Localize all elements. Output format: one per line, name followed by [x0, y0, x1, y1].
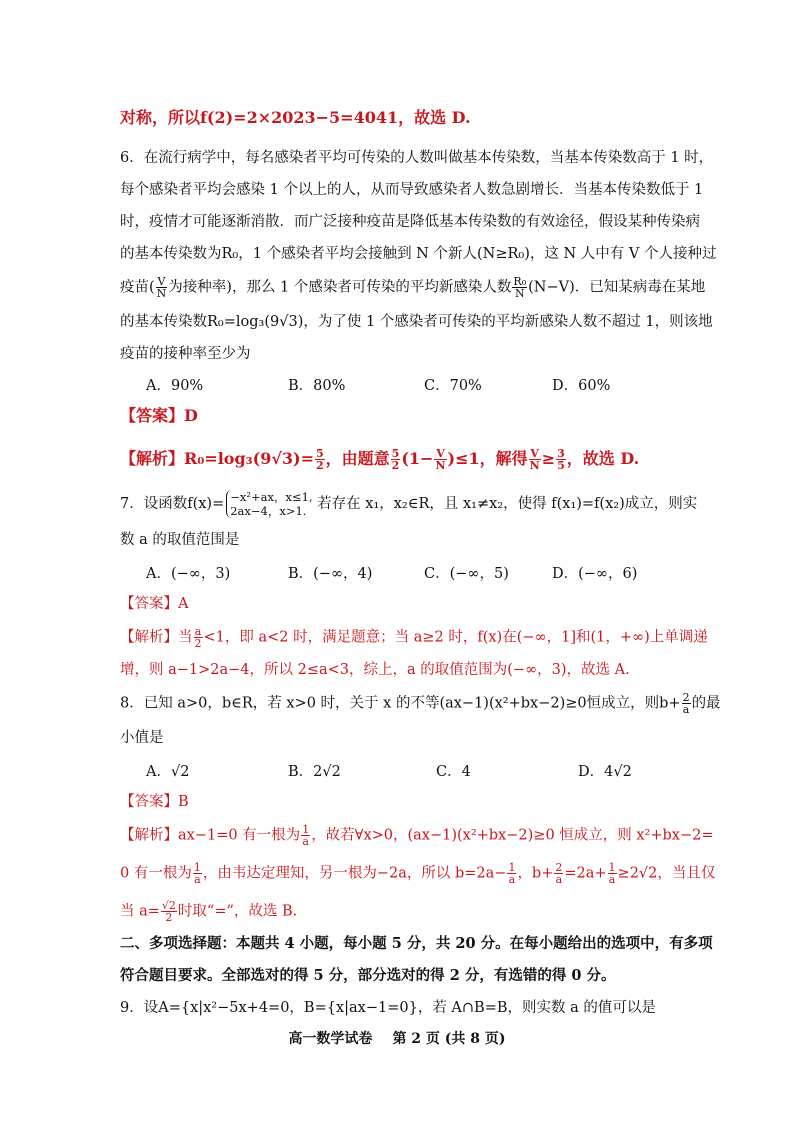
q6-line-1: 6．在流行病学中，每名感染者平均可传染的人数叫做基本传染数，当基本传染数高于 1 时，	[120, 150, 714, 166]
fraction-1-over-a-c: $\frac{1}{a}$	[508, 861, 516, 886]
fraction-1-over-a: $\frac{1}{a}$	[302, 823, 310, 848]
q8-line-1: 8．已知 a>0，b∈R，若 x>0 时，关于 x 的不等(ax−1)(x²+bx−2)≥0恒成立，则b+ $\frac{2}{a}$ 的最	[120, 691, 721, 716]
q7-answer: 【答案】A	[120, 596, 189, 612]
prev-solution-tail: 对称，所以f(2)=2×2023−5=4041，故选 D.	[120, 108, 471, 127]
q8-option-c: C．4	[436, 764, 471, 780]
q6-line-7: 疫苗的接种率至少为	[120, 346, 251, 362]
q6-line-5: 疫苗( $\frac{V}{N}$ 为接种率)，那么 1 个感染者可传染的平均新感染人数 $\frac{\text{R₀}}{N}$ (N−V)．已知某病毒在某地	[120, 275, 706, 300]
fraction-2-over-a: $\frac{2}{a}$	[682, 691, 690, 716]
q8-explanation-3: 当 a= $\frac{√2}{2}$ 时取“=”，故选 B.	[120, 899, 298, 924]
fraction-v-over-n: $\frac{V}{N}$	[156, 275, 167, 300]
fraction-2-over-a-b: $\frac{2}{a}$	[555, 861, 563, 886]
footer-title: 高一数学试卷	[288, 1031, 373, 1047]
q7-option-b: B．(−∞，4)	[288, 566, 373, 582]
q8-answer: 【答案】B	[120, 794, 189, 810]
q6-option-b: B．80%	[288, 378, 346, 394]
q7-option-d: D．(−∞，6)	[552, 566, 638, 582]
q8-option-b: B．2√2	[288, 764, 341, 780]
q9-line-1: 9．设A={x|x²−5x+4=0，B={x|ax−1=0}，若 A∩B=B，则实数 a 的值可以是	[120, 1000, 656, 1016]
q7-line-2: 数 a 的取值范围是	[120, 532, 240, 548]
piecewise-brace: −x²+ax，x≤1, 2ax−4，x>1.	[226, 490, 312, 518]
fraction-5-over-2-b: $\frac{5}{2}$	[391, 447, 400, 472]
q8-line-2: 小值是	[120, 730, 164, 746]
section-2-heading-2: 符合题目要求。全部选对的得 5 分，部分选对的得 2 分，有选错的得 0 分。	[120, 967, 616, 984]
fraction-v-over-n-b: $\frac{V}{N}$	[435, 447, 446, 472]
q7-option-c: C．(−∞，5)	[424, 566, 509, 582]
footer-page-number: 第 2 页 (共 8 页)	[392, 1031, 506, 1047]
fraction-3-over-5: $\frac{3}{5}$	[557, 447, 565, 472]
q6-answer: 【答案】D	[120, 406, 198, 425]
q6-option-a: A．90%	[146, 378, 204, 394]
q8-option-d: D．4√2	[578, 764, 632, 780]
fraction-1-over-a-b: $\frac{1}{a}$	[193, 861, 201, 886]
q8-explanation-2: 0 有一根为 $\frac{1}{a}$ ，由韦达定理知，另一根为−2a，所以 b=2a− $\frac{1}{a}$ ，b+ $\frac{2}{a}$ =2a+ $\frac{1}{a}$ ≥2√2，当且仅	[120, 861, 716, 886]
section-2-heading-1: 二、多项选择题：本题共 4 小题，每小题 5 分，共 20 分。在每小题给出的选项中，有多项	[120, 935, 713, 952]
q6-line-4: 的基本传染数为R₀，1 个感染者平均会接触到 N 个新人(N≥R₀)，这 N 人中有 V 个人接种过	[120, 246, 717, 262]
fraction-1-over-a-d: $\frac{1}{a}$	[608, 861, 616, 886]
q6-line-3: 时，疫情才可能逐渐消散．而广泛接种疫苗是降低基本传染数的有效途径，假设某种传染病	[120, 214, 700, 230]
q8-explanation-1: 【解析】ax−1=0 有一根为 $\frac{1}{a}$ ，故若∀x>0，(ax−1)(x²+bx−2)≥0 恒成立，则 x²+bx−2=	[120, 823, 714, 848]
q6-option-d: D．60%	[552, 378, 611, 394]
fraction-a-over-2: $\frac{a}{2}$	[194, 625, 202, 650]
q6-explanation: 【解析】R₀=log₃(9√3)= $\frac{5}{2}$ ，由题意 $\frac{5}{2}$ (1− $\frac{V}{N}$ )≤1，解得 $\frac{V}{N}$ ≥ $\frac{3}{5}$ ，故选 D.	[120, 447, 640, 472]
q7-option-a: A．(−∞，3)	[146, 566, 231, 582]
fraction-v-over-n-c: $\frac{V}{N}$	[529, 447, 540, 472]
q6-line-6: 的基本传染数R₀=log₃(9√3)，为了使 1 个感染者可传染的平均新感染人数不超过 1，则该地	[120, 314, 713, 330]
q8-option-a: A．√2	[146, 764, 190, 780]
fraction-5-over-2: $\frac{5}{2}$	[316, 447, 324, 472]
q7-explanation-1: 【解析】当 $\frac{a}{2}$ <1，即 a<2 时，满足题意；当 a≥2 时，f(x)在(−∞，1]和(1，+∞)上单调递	[120, 625, 708, 650]
q6-option-c: C．70%	[424, 378, 482, 394]
q7-explanation-2: 增，则 a−1>2a−4，所以 2≤a<3，综上，a 的取值范围为(−∞，3)，故选 A.	[120, 662, 630, 678]
q7-line-1: 7．设函数f(x)= −x²+ax，x≤1, 2ax−4，x>1. 若存在 x₁，x₂∈R，且 x₁≠x₂，使得 f(x₁)=f(x₂)成立，则实	[120, 490, 698, 518]
fraction-r0-over-n: $\frac{\text{R₀}}{N}$	[513, 275, 527, 300]
q6-line-2: 每个感染者平均会感染 1 个以上的人，从而导致感染者人数急剧增长．当基本传染数低于 1	[120, 182, 704, 198]
fraction-sqrt2-over-2: $\frac{√2}{2}$	[161, 899, 176, 924]
page-footer	[0, 1028, 794, 1048]
